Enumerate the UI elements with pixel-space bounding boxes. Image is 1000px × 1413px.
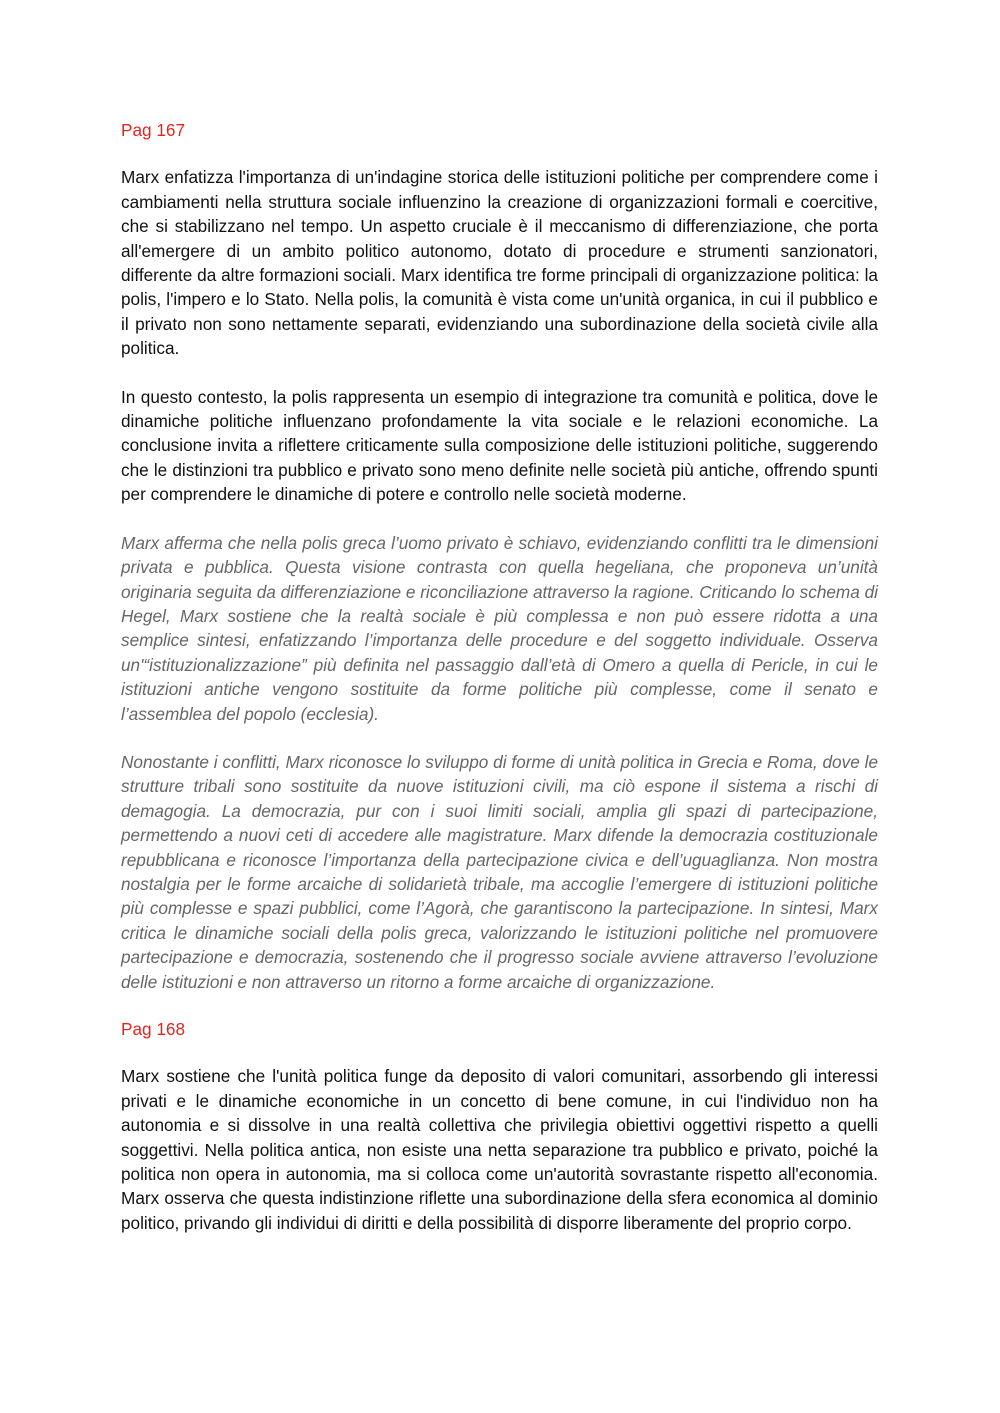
italic-paragraph: Nonostante i conflitti, Marx riconosce lo sviluppo di forme di unità politica in Grecia e Roma, dove le strutture tribali sono sostituite da nuove istituzioni civili, ma ciò espone il sistema a rischi di demagogia. La democrazia, pur con i suoi limiti sociali, amplia gli spazi di partecipazione, permettendo a nuovi ceti di accedere alle magistrature. Marx difende la democrazia costituzionale repubblicana e riconosce l’importanza della partecipazione civica e dell’uguaglianza. Non mostra nostalgia per le forme arcaiche di solidarietà tribale, ma accoglie l’emergere di istituzioni politiche più complesse e spazi pubblici, come l’Agorà, che garantiscono la partecipazione. In sintesi, Marx critica le dinamiche sociali della polis greca, valorizzando le istituzioni politiche nel promuovere partecipazione e democrazia, sostenendo che il progresso sociale avviene attraverso l’evoluzione delle istituzioni e non attraverso un ritorno a forme arcaiche di organizzazione. [121,751,878,992]
paragraph: In questo contesto, la polis rappresenta un esempio di integrazione tra comunità e politica, dove le dinamiche politiche influenzano profondamente la vita sociale e le relazioni economiche. La conclusione invita a riflettere criticamente sulla composizione delle istituzioni politiche, suggerendo che le distinzioni tra pubblico e privato sono meno definite nelle società più antiche, offrendo spunti per comprendere le dinamiche di potere e controllo nelle società moderne. [121,386,878,505]
italic-paragraph: Marx afferma che nella polis greca l’uomo privato è schiavo, evidenziando conflitti tra le dimensioni privata e pubblica. Questa visione contrasta con quella hegeliana, che proponeva un’unità originaria seguita da differenziazione e riconciliazione attraverso la ragione. Criticando lo schema di Hegel, Marx sostiene che la realtà sociale è più complessa e non può essere ridotta a una semplice sintesi, enfatizzando l’importanza delle procedure e del soggetto individuale. Osserva un'“istituzionalizzazione” più definita nel passaggio dall’età di Omero a quella di Pericle, in cui le istituzioni antiche vengono sostituite da forme politiche più complesse, come il senato e l’assemblea del popolo (ecclesia). [121,532,878,724]
document-page [121,118,878,1235]
page-heading-168: Pag 168 [121,1019,186,1039]
page-heading-167: Pag 167 [121,120,186,140]
paragraph: Marx enfatizza l'importanza di un'indagine storica delle istituzioni politiche per comprendere come i cambiamenti nella struttura sociale influenzino la creazione di organizzazioni formali e coercitive, che si stabilizzano nel tempo. Un aspetto cruciale è il meccanismo di differenziazione, che porta all'emergere di un ambito politico autonomo, dotato di procedure e strumenti sanzionatori, differente da altre formazioni sociali. Marx identifica tre forme principali di organizzazione politica: la polis, l'impero e lo Stato. Nella polis, la comunità è vista come un'unità organica, in cui il pubblico e il privato non sono nettamente separati, evidenziando una subordinazione della società civile alla politica. [121,167,878,359]
paragraph: Marx sostiene che l'unità politica funge da deposito di valori comunitari, assorbendo gli interessi privati e le dinamiche economiche in un concetto di bene comune, in cui l'individuo non ha autonomia e si dissolve in una realtà collettiva che privilegia obiettivi oggettivi rispetto a quelli soggettivi. Nella politica antica, non esiste una netta separazione tra pubblico e privato, poiché la politica non opera in autonomia, ma si colloca come un'autorità sovrastante rispetto all'economia. Marx osserva che questa indistinzione riflette una subordinazione della sfera economica al dominio politico, privando gli individui di diritti e della possibilità di disporre liberamente del proprio corpo. [121,1066,878,1233]
